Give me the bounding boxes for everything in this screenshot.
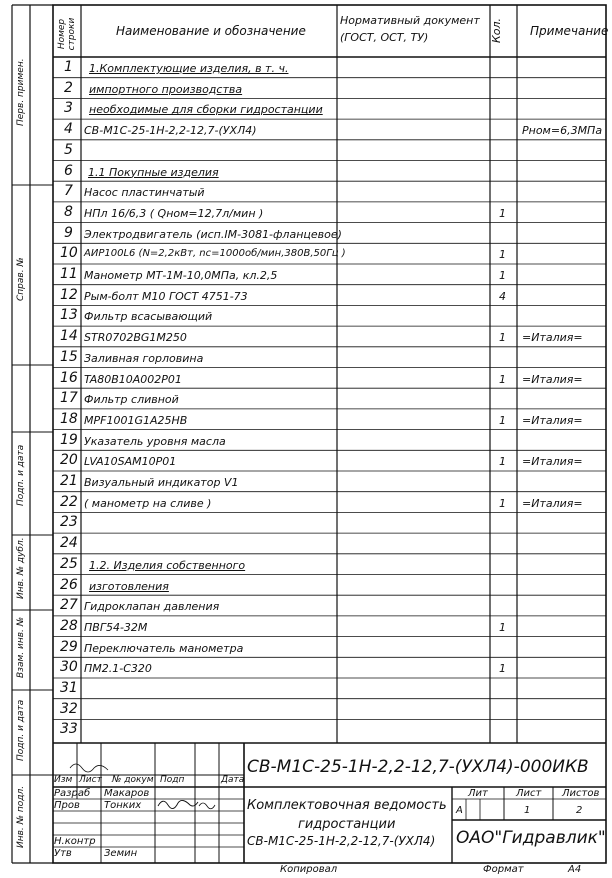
row-quantity: 4	[499, 289, 506, 303]
row-number: 16	[60, 369, 78, 386]
margin-inv-podl: Инв. № подл.	[16, 785, 26, 848]
stamp-lit-label: Лит	[468, 788, 488, 799]
row-number: 14	[60, 328, 78, 345]
row-note: =Италия=	[522, 455, 583, 469]
row-number: 3	[64, 100, 73, 117]
stamp-list: Лист	[79, 775, 102, 785]
row-number: 19	[60, 431, 78, 448]
stamp-razrab: Разраб	[54, 788, 91, 799]
margin-podp-data-1: Подп. и дата	[16, 444, 26, 506]
row-number: 11	[60, 266, 78, 282]
row-number: 21	[60, 473, 78, 489]
row-number: 26	[60, 576, 78, 593]
row-name: Переключатель манометра	[84, 641, 244, 655]
row-number: 33	[60, 721, 78, 738]
row-number: 22	[60, 493, 78, 510]
stamp-utv-name: Земин	[104, 848, 138, 859]
row-quantity: 1	[499, 248, 506, 262]
row-name: TA80B10A002P01	[84, 372, 182, 386]
row-name: необходимые для сборки гидростанции	[89, 103, 323, 117]
row-number: 8	[64, 203, 73, 220]
row-name: СВ-М1С-25-1Н-2,2-12,7-(УХЛ4)	[84, 124, 257, 138]
row-quantity: 1	[499, 620, 506, 634]
row-name: Электродвигатель (исп.IM-3081-фланцевое)	[84, 227, 342, 241]
stamp-lit-value: А	[456, 805, 463, 816]
row-name: Указатель уровня масла	[84, 434, 226, 448]
row-note: Рном=6,3МПа	[522, 124, 603, 138]
row-quantity: 1	[499, 455, 506, 469]
stamp-data: Дата	[221, 775, 245, 785]
row-number: 23	[60, 514, 78, 531]
row-quantity: 1	[499, 269, 506, 282]
row-name: импортного производства	[89, 82, 243, 96]
row-number: 5	[64, 141, 73, 158]
row-number: 24	[60, 535, 78, 552]
row-number: 20	[60, 452, 78, 469]
row-number: 4	[64, 121, 73, 138]
stamp-listov-value: 2	[576, 805, 583, 816]
stamp-list-value: 1	[524, 805, 531, 816]
row-name: 1.2. Изделия собственного	[89, 558, 246, 572]
header-row-number: Номер строки	[57, 17, 77, 51]
row-note: =Италия=	[522, 496, 583, 510]
margin-inv-dubl: Инв. № дубл.	[16, 537, 26, 599]
row-number: 29	[60, 638, 78, 655]
row-name: Визуальный индикатор V1	[84, 476, 239, 489]
row-name: 1.Комплектующие изделия, в т. ч.	[89, 62, 289, 75]
row-name: Манометр МТ-1М-10,0МПа, кл.2,5	[84, 269, 278, 282]
stamp-prov-name: Тонких	[104, 800, 142, 811]
row-note: =Италия=	[522, 413, 583, 427]
row-name: Насос пластинчатый	[84, 186, 205, 200]
row-name: АИР100L6 (N=2,2кВт, nс=1000об/мин,380В,50Гц )	[84, 248, 346, 260]
row-note: =Италия=	[522, 331, 583, 345]
row-number: 13	[60, 307, 78, 324]
row-number: 6	[64, 162, 73, 179]
row-number: 18	[60, 410, 78, 427]
row-name: LVA10SAM10P01	[84, 455, 177, 469]
row-quantity: 1	[499, 496, 506, 510]
stamp-prov: Пров	[54, 800, 80, 811]
row-quantity: 1	[499, 413, 506, 427]
row-name: Фильтр всасывающий	[84, 310, 213, 324]
row-name: ПВГ54-32М	[84, 620, 148, 634]
row-number: 30	[60, 659, 78, 676]
stamp-n-kontr: Н.контр	[54, 836, 96, 847]
row-name: Заливная горловина	[84, 351, 204, 365]
row-name: Рым-болт М10 ГОСТ 4751-73	[84, 289, 248, 303]
stamp-format-value: А4	[568, 864, 582, 875]
row-quantity: 1	[499, 662, 506, 676]
row-name: Фильтр сливной	[84, 393, 179, 407]
row-name: изготовления	[89, 579, 169, 593]
row-name: НПл 16/6,3 ( Qном=12,7л/мин )	[84, 206, 264, 220]
stamp-izm: Изм	[54, 775, 73, 785]
row-number: 7	[64, 183, 73, 200]
row-note: =Италия=	[522, 372, 583, 386]
stamp-kopiroval: Копировал	[280, 864, 338, 875]
row-number: 12	[60, 286, 78, 303]
header-quantity: Кол.	[490, 17, 504, 44]
margin-podp-data-2: Подп. и дата	[16, 699, 26, 761]
row-number: 28	[60, 617, 78, 634]
row-number: 1	[64, 59, 73, 75]
row-name: MPF1001G1A25HB	[84, 413, 188, 427]
row-name: Гидроклапан давления	[84, 600, 220, 614]
stamp-podp: Подп	[160, 775, 185, 785]
document-title-line1: Комплектовочная ведомость	[247, 798, 447, 813]
stamp-list-label: Лист	[516, 788, 542, 799]
stamp-razrab-name: Макаров	[104, 788, 150, 799]
margin-sprav-no: Справ. №	[16, 257, 26, 301]
row-number: 10	[60, 245, 78, 262]
row-quantity: 1	[499, 331, 506, 345]
stamp-utv: Утв	[54, 848, 72, 859]
row-number: 15	[60, 348, 78, 365]
stamp-listov-label: Листов	[562, 788, 600, 799]
margin-vzam-inv: Взам. инв. №	[16, 616, 26, 678]
row-name: ПМ2.1-С320	[84, 662, 152, 676]
row-number: 27	[60, 597, 78, 614]
header-name: Наименование и обозначение	[116, 24, 306, 38]
row-number: 32	[60, 700, 78, 717]
stamp-doc-no: № докум	[112, 775, 154, 785]
row-quantity: 1	[499, 206, 506, 220]
row-number: 9	[64, 224, 73, 241]
company-name: ОАО"Гидравлик"	[456, 828, 606, 848]
row-number: 2	[64, 79, 73, 96]
document-title-line2: гидростанции	[298, 817, 396, 832]
row-quantity: 1	[499, 372, 506, 386]
document-title-line3: СВ-М1С-25-1Н-2,2-12,7-(УХЛ4)	[247, 834, 436, 848]
document-code: СВ-М1С-25-1Н-2,2-12,7-(УХЛ4)-000ИКВ	[247, 757, 589, 777]
stamp-format-label: Формат	[483, 864, 524, 875]
row-number: 25	[60, 555, 78, 572]
row-number: 17	[60, 390, 78, 407]
header-note: Примечание	[530, 24, 609, 38]
margin-perv-primen: Перв. примен.	[16, 58, 26, 126]
header-normative-doc: Нормативный документ (ГОСТ, ОСТ, ТУ)	[340, 14, 480, 44]
row-name: ( манометр на сливе )	[84, 496, 212, 510]
row-number: 31	[60, 680, 78, 696]
row-name: 1.1 Покупные изделия	[88, 165, 219, 179]
row-name: STR0702BG1M250	[84, 331, 187, 345]
